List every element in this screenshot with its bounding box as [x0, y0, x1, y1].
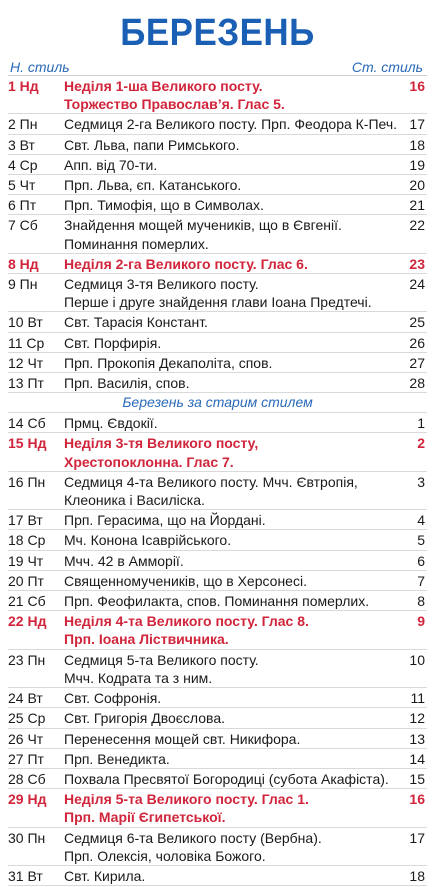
description-line: Седмиця 4-та Великого посту. Мчч. Євтропія,	[64, 473, 358, 490]
day-date: 22 Нд	[8, 613, 47, 630]
day-date: 31 Вт	[8, 867, 43, 884]
day-description	[64, 175, 401, 194]
day-description	[64, 510, 401, 529]
old-style-day: 18	[409, 867, 425, 884]
day-date: 14 Сб	[8, 415, 46, 432]
day-row	[8, 175, 427, 195]
description-line: Прп. Венедикта.	[64, 750, 170, 767]
day-row	[8, 373, 427, 393]
description-line: Неділя 3-тя Великого посту,	[64, 435, 259, 452]
day-date: 21 Сб	[8, 593, 46, 610]
description-line: Свт. Порфирія.	[64, 334, 162, 351]
description-line: Мчч. 42 в Амморії.	[64, 552, 184, 569]
day-description	[64, 688, 401, 707]
day-date: 16 Пн	[8, 473, 46, 490]
day-date: 15 Нд	[8, 435, 47, 452]
day-date: 28 Сб	[8, 770, 46, 787]
day-date: 29 Нд	[8, 791, 47, 808]
description-line: Седмиця 6-та Великого посту (Вербна).	[64, 829, 322, 846]
day-description	[64, 571, 401, 590]
description-line: Прп. Марії Єгипетської.	[64, 809, 226, 826]
calendar-page	[0, 14, 433, 887]
day-date: 6 Пт	[8, 197, 37, 214]
description-line: Неділя 4-та Великого посту. Глас 8.	[64, 613, 309, 630]
day-list-a	[8, 76, 427, 393]
old-style-day: 27	[409, 354, 425, 371]
day-description	[64, 749, 401, 768]
description-line: Седмиця 5-та Великого посту.	[64, 651, 259, 668]
day-description	[64, 828, 401, 865]
old-style-day: 13	[409, 730, 425, 747]
day-description	[64, 114, 401, 133]
day-date: 13 Пт	[8, 375, 44, 392]
old-style-day: 4	[417, 512, 425, 529]
old-style-day: 5	[417, 532, 425, 549]
description-line: Мчч. Кодрата та з ним.	[64, 669, 213, 686]
day-description	[64, 76, 401, 113]
old-style-day: 18	[409, 136, 425, 153]
description-line: Прп. Льва, єп. Катанського.	[64, 177, 242, 194]
old-style-day: 16	[409, 791, 425, 808]
old-style-day: 20	[409, 177, 425, 194]
day-description	[64, 551, 401, 570]
day-date: 8 Нд	[8, 255, 39, 272]
day-row	[8, 510, 427, 530]
day-description	[64, 789, 401, 826]
day-description	[64, 708, 401, 727]
description-line: Прп. Іоана Ліствичника.	[64, 631, 229, 648]
description-line: Перше і друге знайдення глави Іоана Предтечі.	[64, 294, 372, 311]
day-row	[8, 688, 427, 708]
day-description	[64, 611, 401, 648]
old-style-day: 24	[409, 276, 425, 293]
day-row	[8, 551, 427, 571]
day-description	[64, 135, 401, 154]
day-date: 30 Пн	[8, 829, 46, 846]
day-date: 26 Чт	[8, 730, 44, 747]
old-style-divider: Березень за старим стилем	[8, 393, 427, 413]
day-row	[8, 571, 427, 591]
day-row	[8, 789, 427, 827]
description-line: Прп. Феофилакта, спов. Поминання померлих.	[64, 593, 370, 610]
description-line: Свт. Тарасія Констант.	[64, 314, 208, 331]
day-description	[64, 729, 401, 748]
day-row	[8, 866, 427, 886]
old-style-day: 17	[409, 116, 425, 133]
day-description	[64, 591, 401, 610]
description-line: Свт. Льва, папи Римського.	[64, 136, 240, 153]
day-date: 7 Сб	[8, 217, 38, 234]
description-line: Поминання померлих.	[64, 235, 209, 252]
day-description	[64, 333, 401, 352]
day-description	[64, 215, 401, 252]
day-row	[8, 114, 427, 134]
description-line: Прп. Тимофія, що в Символах.	[64, 197, 264, 214]
day-date: 2 Пн	[8, 116, 38, 133]
old-style-day: 25	[409, 314, 425, 331]
day-row	[8, 76, 427, 114]
old-style-day: 9	[417, 613, 425, 630]
old-style-day: 11	[410, 690, 425, 707]
old-style-label: Ст. стиль	[351, 59, 423, 75]
day-row	[8, 254, 427, 274]
day-date: 12 Чт	[8, 354, 44, 371]
day-date: 11 Ср	[8, 334, 45, 351]
day-row	[8, 749, 427, 769]
day-date: 1 Нд	[8, 78, 39, 94]
description-line: Свт. Кирила.	[64, 867, 146, 884]
day-date: 23 Пн	[8, 651, 46, 668]
old-style-day: 22	[409, 217, 425, 234]
day-row	[8, 312, 427, 332]
day-row	[8, 135, 427, 155]
old-style-day: 17	[409, 829, 425, 846]
description-line: Перенесення мощей свт. Никифора.	[64, 730, 301, 747]
description-line: Прп. Василія, спов.	[64, 375, 190, 392]
description-line: Священномучеників, що в Херсонесі.	[64, 572, 307, 589]
old-style-day: 6	[417, 552, 425, 569]
description-line: Неділя 5-та Великого посту. Глас 1.	[64, 791, 309, 808]
old-style-day: 1	[417, 415, 425, 432]
day-row	[8, 353, 427, 373]
old-style-day: 16	[409, 78, 425, 94]
day-row	[8, 195, 427, 215]
day-date: 3 Вт	[8, 136, 35, 153]
day-date: 25 Ср	[8, 710, 46, 727]
old-style-day: 12	[409, 710, 425, 727]
day-date: 20 Пт	[8, 572, 44, 589]
description-line: Похвала Пресвятої Богородиці (субота Акафіста).	[64, 770, 389, 787]
day-date: 5 Чт	[8, 177, 36, 194]
day-description	[64, 866, 401, 885]
day-description	[64, 373, 401, 392]
old-style-day: 15	[409, 770, 425, 787]
old-style-day: 3	[417, 473, 425, 490]
day-date: 17 Вт	[8, 512, 43, 529]
day-row	[8, 333, 427, 353]
description-line: Торжество Православ’я. Глас 5.	[64, 96, 285, 113]
old-style-day: 2	[417, 435, 425, 452]
description-line: Прп. Олексія, чоловіка Божого.	[64, 847, 266, 864]
description-line: Свт. Софронія.	[64, 690, 162, 707]
day-row	[8, 650, 427, 688]
old-style-day: 19	[409, 156, 425, 173]
day-date: 27 Пт	[8, 750, 44, 767]
day-description	[64, 433, 401, 470]
old-style-day: 10	[409, 651, 425, 668]
day-date: 9 Пн	[8, 276, 38, 293]
day-row	[8, 433, 427, 471]
day-description	[64, 650, 401, 687]
description-line: Неділя 2-га Великого посту. Глас 6.	[64, 255, 308, 272]
day-date: 18 Ср	[8, 532, 46, 549]
description-line: Хрестопоклонна. Глас 7.	[64, 453, 234, 470]
old-style-day: 23	[409, 255, 425, 272]
day-description	[64, 274, 401, 311]
day-date: 4 Ср	[8, 156, 38, 173]
day-description	[64, 195, 401, 214]
day-row	[8, 769, 427, 789]
description-line: Прп. Прокопія Декаполіта, спов.	[64, 354, 273, 371]
day-description	[64, 353, 401, 372]
old-style-day: 26	[409, 334, 425, 351]
day-row	[8, 274, 427, 312]
new-style-label: Н. стиль	[10, 59, 70, 75]
day-date: 10 Вт	[8, 314, 43, 331]
day-description	[64, 312, 401, 331]
description-line: Неділя 1-ша Великого посту.	[64, 78, 263, 94]
description-line: Апп. від 70-ти.	[64, 156, 158, 173]
day-row	[8, 472, 427, 510]
description-line: Знайдення мощей мучеників, що в Євгенії.	[64, 217, 342, 234]
day-description	[64, 472, 401, 509]
old-style-day: 7	[417, 572, 425, 589]
day-date: 19 Чт	[8, 552, 44, 569]
day-row	[8, 591, 427, 611]
day-row	[8, 413, 427, 433]
day-row	[8, 155, 427, 175]
description-line: Прп. Герасима, що на Йордані.	[64, 512, 266, 529]
day-description	[64, 254, 401, 273]
description-line: Мч. Конона Ісаврійського.	[64, 532, 232, 549]
day-list-b	[8, 413, 427, 886]
old-style-day: 28	[409, 375, 425, 392]
description-line: Седмиця 2-га Великого посту. Прп. Феодора К-Печ.	[64, 116, 398, 133]
day-row	[8, 215, 427, 253]
style-header	[8, 56, 427, 76]
old-style-day: 14	[409, 750, 425, 767]
day-description	[64, 530, 401, 549]
day-row	[8, 729, 427, 749]
day-row	[8, 530, 427, 550]
month-title: БЕРЕЗЕНЬ	[120, 12, 315, 54]
day-row	[8, 828, 427, 866]
description-line: Клеоника і Василіска.	[64, 492, 205, 509]
old-style-day: 8	[417, 593, 425, 610]
description-line: Прмц. Євдокії.	[64, 415, 158, 432]
day-description	[64, 155, 401, 174]
day-row	[8, 611, 427, 649]
day-description	[64, 413, 401, 432]
day-date: 24 Вт	[8, 690, 43, 707]
description-line: Свт. Григорія Двоєслова.	[64, 710, 225, 727]
old-style-day: 21	[409, 197, 425, 214]
description-line: Седмиця 3-тя Великого посту.	[64, 276, 259, 293]
day-row	[8, 708, 427, 728]
day-description	[64, 769, 401, 788]
